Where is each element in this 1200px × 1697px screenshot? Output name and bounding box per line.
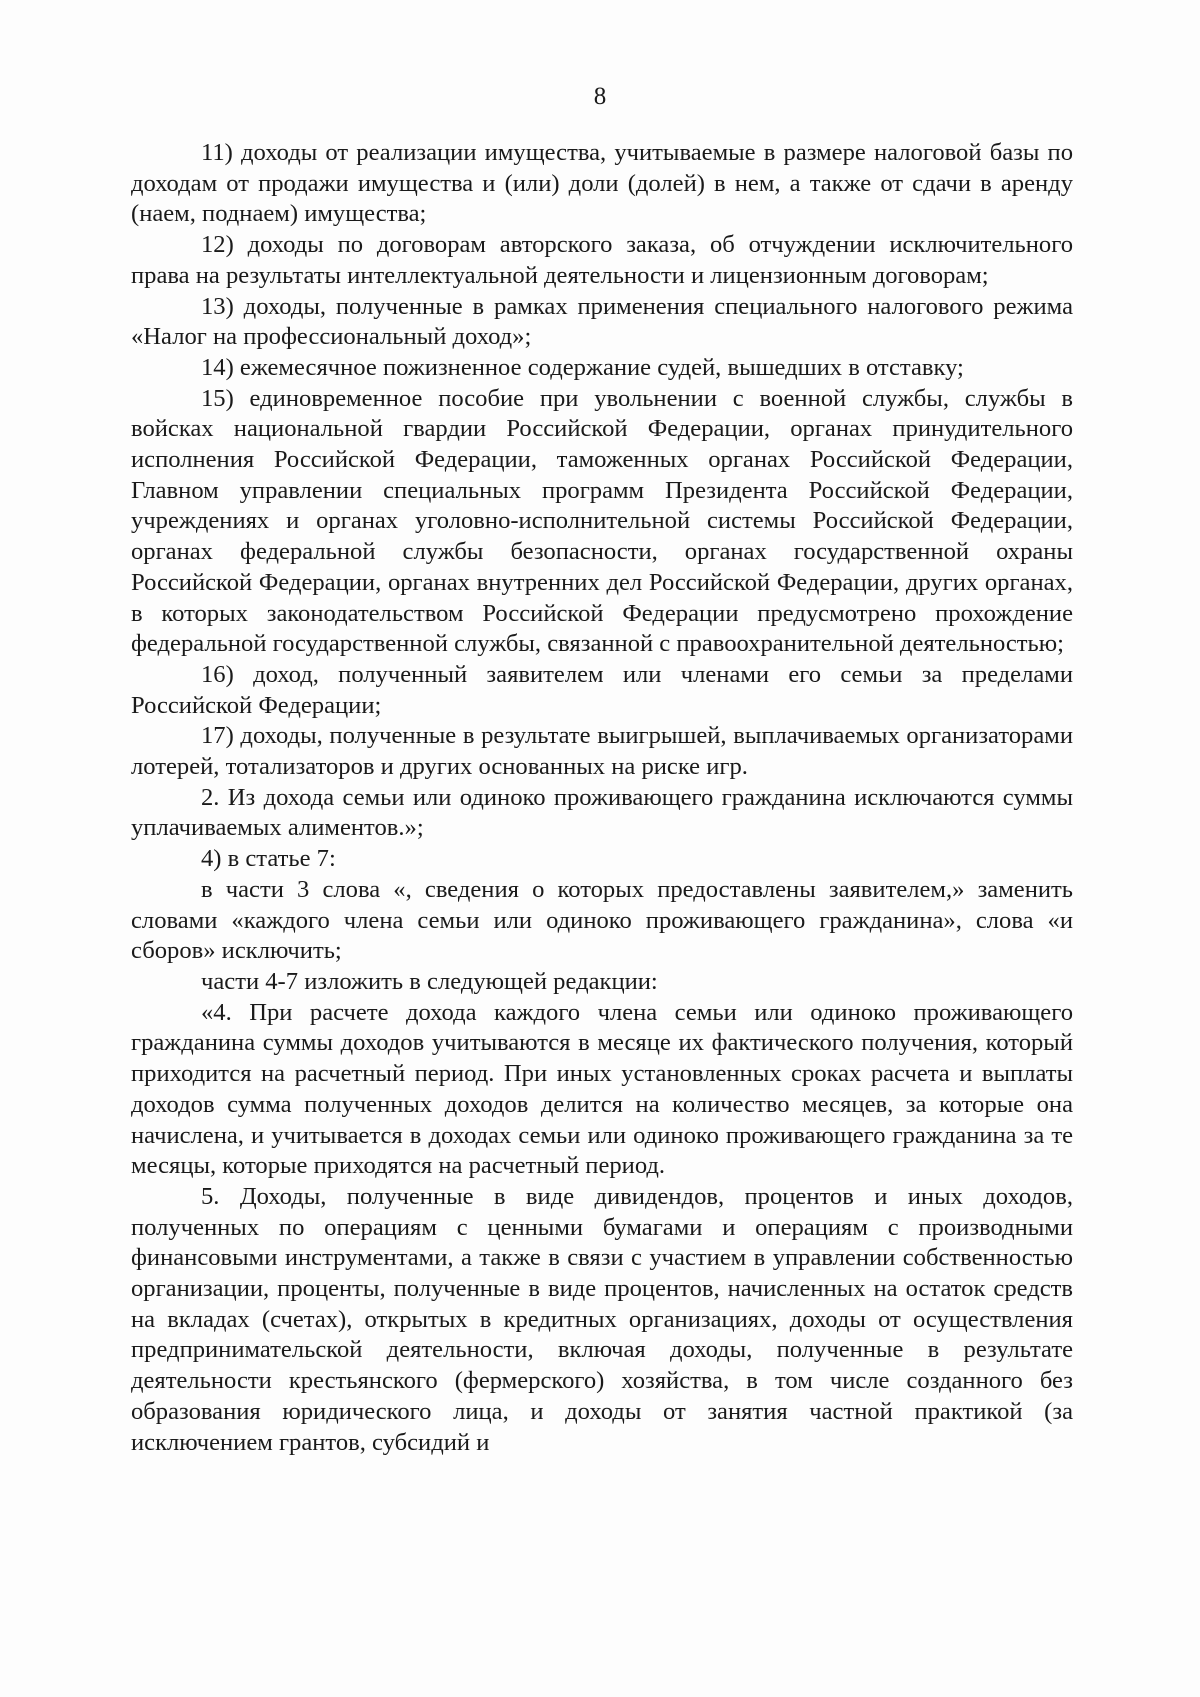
paragraph-item-13: 13) доходы, полученные в рамках применения специального налогового режима «Налог на профессиональный доход»;: [131, 292, 1073, 351]
paragraph-item-11: 11) доходы от реализации имущества, учитываемые в размере налоговой базы по доходам от продажи имущества и (или) доли (долей) в нем, а также от сдачи в аренду (наем, поднаем) имущества;: [131, 139, 1073, 228]
paragraph-parts-4-7-intro: части 4-7 изложить в следующей редакции:: [201, 967, 658, 995]
paragraph-part-3-change: в части 3 слова «, сведения о которых предоставлены заявителем,» заменить словами «каждого члена семьи или одиноко проживающего гражданина», слова «и сборов» исключить;: [131, 875, 1073, 965]
paragraph-item-12: 12) доходы по договорам авторского заказа, об отчуждении исключительного права на результаты интеллектуальной деятельности и лицензионным договорам;: [131, 231, 1073, 289]
paragraph-item-14: 14) ежемесячное пожизненное содержание судей, вышедших в отставку;: [201, 353, 964, 381]
document-body: [131, 138, 1073, 1458]
page-number: 8: [593, 83, 607, 110]
paragraph-item-17: 17) доходы, полученные в результате выигрышей, выплачиваемых организаторами лотерей, тотализаторов и других основанных на риске игр.: [131, 722, 1073, 781]
paragraph-item-15: 15) единовременное пособие при увольнении с военной службы, службы в войсках национальной гвардии Российской Федерации, органах принудительного исполнения Российской Федерации, таможенных органах Российской Федерации, Главном управлении специальных программ Президента Российской Федерации, учреждениях и органах уголовно-исполнительной системы Российской Федерации, органах федеральной службы безопасности, органах государственной охраны Российской Федерации, органах внутренних дел Российской Федерации, других органах, в которых законодательством Российской Федерации предусмотрено прохождение федеральной государственной службы, связанной с правоохранительной деятельностью;: [131, 384, 1073, 658]
paragraph-part-2: 2. Из дохода семьи или одиноко проживающего гражданина исключаются суммы уплачиваемых алиментов.»;: [131, 783, 1073, 842]
paragraph-item-16: 16) доход, полученный заявителем или членами его семьи за пределами Российской Федерации;: [131, 660, 1073, 719]
paragraph-amendment-4: 4) в статье 7:: [201, 845, 336, 873]
paragraph-new-part-4: «4. При расчете дохода каждого члена семьи или одиноко проживающего гражданина суммы доходов учитываются в месяце их фактического получения, который приходится на расчетный период. При иных установленных сроках расчета и выплаты доходов сумма полученных доходов делится на количество месяцев, за которые она начислена, и учитывается в доходах семьи или одиноко проживающего гражданина за те месяцы, которые приходятся на расчетный период.: [131, 998, 1073, 1180]
paragraph-new-part-5: 5. Доходы, полученные в виде дивидендов, процентов и иных доходов, полученных по операциям с ценными бумагами и операциям с производными финансовыми инструментами, а также в связи с участием в управлении собственностью организации, проценты, полученные в виде процентов, начисленных на остаток средств на вкладах (счетах), открытых в кредитных организациях, доходы от осуществления предпринимательской деятельности, включая доходы, полученные в результате деятельности крестьянского (фермерского) хозяйства, в том числе созданного без образования юридического лица, и доходы от занятия частной практикой (за исключением грантов, субсидий и: [131, 1182, 1073, 1456]
